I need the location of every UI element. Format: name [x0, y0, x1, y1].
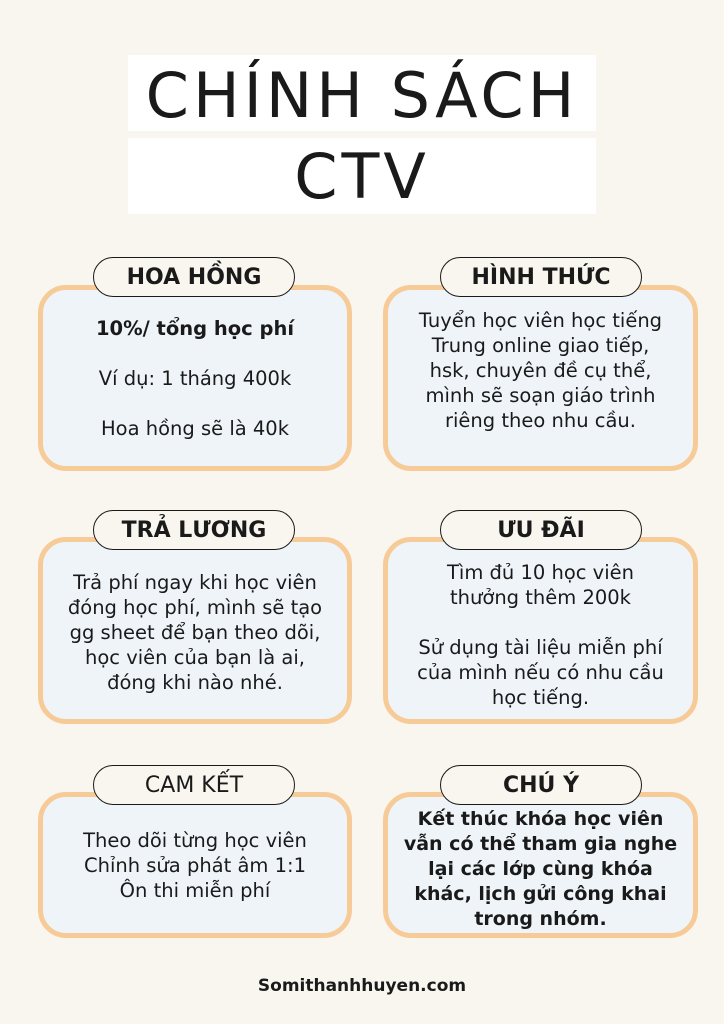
payment-line: học viên của bạn là ai,	[85, 646, 305, 669]
payment-line: đóng học phí, mình sẽ tạo	[67, 596, 323, 619]
payment-line: đóng khi nào nhé.	[107, 671, 283, 694]
format-line: hsk, chuyên đề cụ thể,	[429, 359, 652, 382]
bonus-line: thưởng thêm 200k	[450, 586, 631, 609]
bonus-line: của mình nếu có nhu cầu	[417, 661, 664, 684]
bonus-body	[383, 560, 698, 710]
commitment-line: Chỉnh sửa phát âm 1:1	[83, 854, 307, 877]
format-line: mình sẽ soạn giáo trình	[425, 384, 656, 407]
title-line-1: CHÍNH SÁCH	[128, 55, 596, 131]
format-line: riêng theo nhu cầu.	[444, 409, 636, 432]
note-line: vẫn có thể tham gia nghe	[403, 833, 678, 855]
commission-line: Ví dụ: 1 tháng 400k	[98, 367, 292, 390]
format-line: Trung online giao tiếp,	[431, 334, 650, 357]
commitment-body	[38, 828, 352, 903]
website-link[interactable]: Somithanhhuyen.com	[257, 976, 467, 996]
note-line: lại các lớp cùng khóa	[428, 858, 653, 880]
payment-line: Trả phí ngay khi học viên	[73, 571, 317, 594]
commitment-line: Theo dõi từng học viên	[83, 829, 307, 852]
title-line-2: CTV	[128, 138, 596, 214]
bonus-line: học tiếng.	[491, 686, 590, 709]
note-line: trong nhóm.	[474, 908, 607, 930]
commission-line: Hoa hồng sẽ là 40k	[101, 417, 289, 440]
commission-line: 10%/ tổng học phí	[95, 317, 295, 340]
note-line: Kết thúc khóa học viên	[417, 808, 664, 830]
format-body	[383, 308, 698, 433]
format-heading: HÌNH THỨC	[440, 257, 642, 297]
payment-heading: TRẢ LƯƠNG	[93, 510, 295, 550]
commission-heading: HOA HỒNG	[93, 257, 295, 297]
bonus-line: Sử dụng tài liệu miễn phí	[418, 636, 663, 659]
commitment-heading: CAM KẾT	[93, 765, 295, 805]
payment-body	[38, 570, 352, 695]
note-body	[383, 807, 698, 932]
bonus-line: Tìm đủ 10 học viên	[447, 561, 634, 584]
payment-line: gg sheet để bạn theo dõi,	[69, 621, 321, 644]
commitment-line: Ôn thi miễn phí	[119, 879, 271, 902]
format-line: Tuyển học viên học tiếng	[418, 309, 663, 332]
commission-body	[38, 316, 352, 441]
bonus-heading: ƯU ĐÃI	[440, 510, 642, 550]
note-heading: CHÚ Ý	[440, 765, 642, 805]
note-line: khác, lịch gửi công khai	[414, 883, 667, 905]
